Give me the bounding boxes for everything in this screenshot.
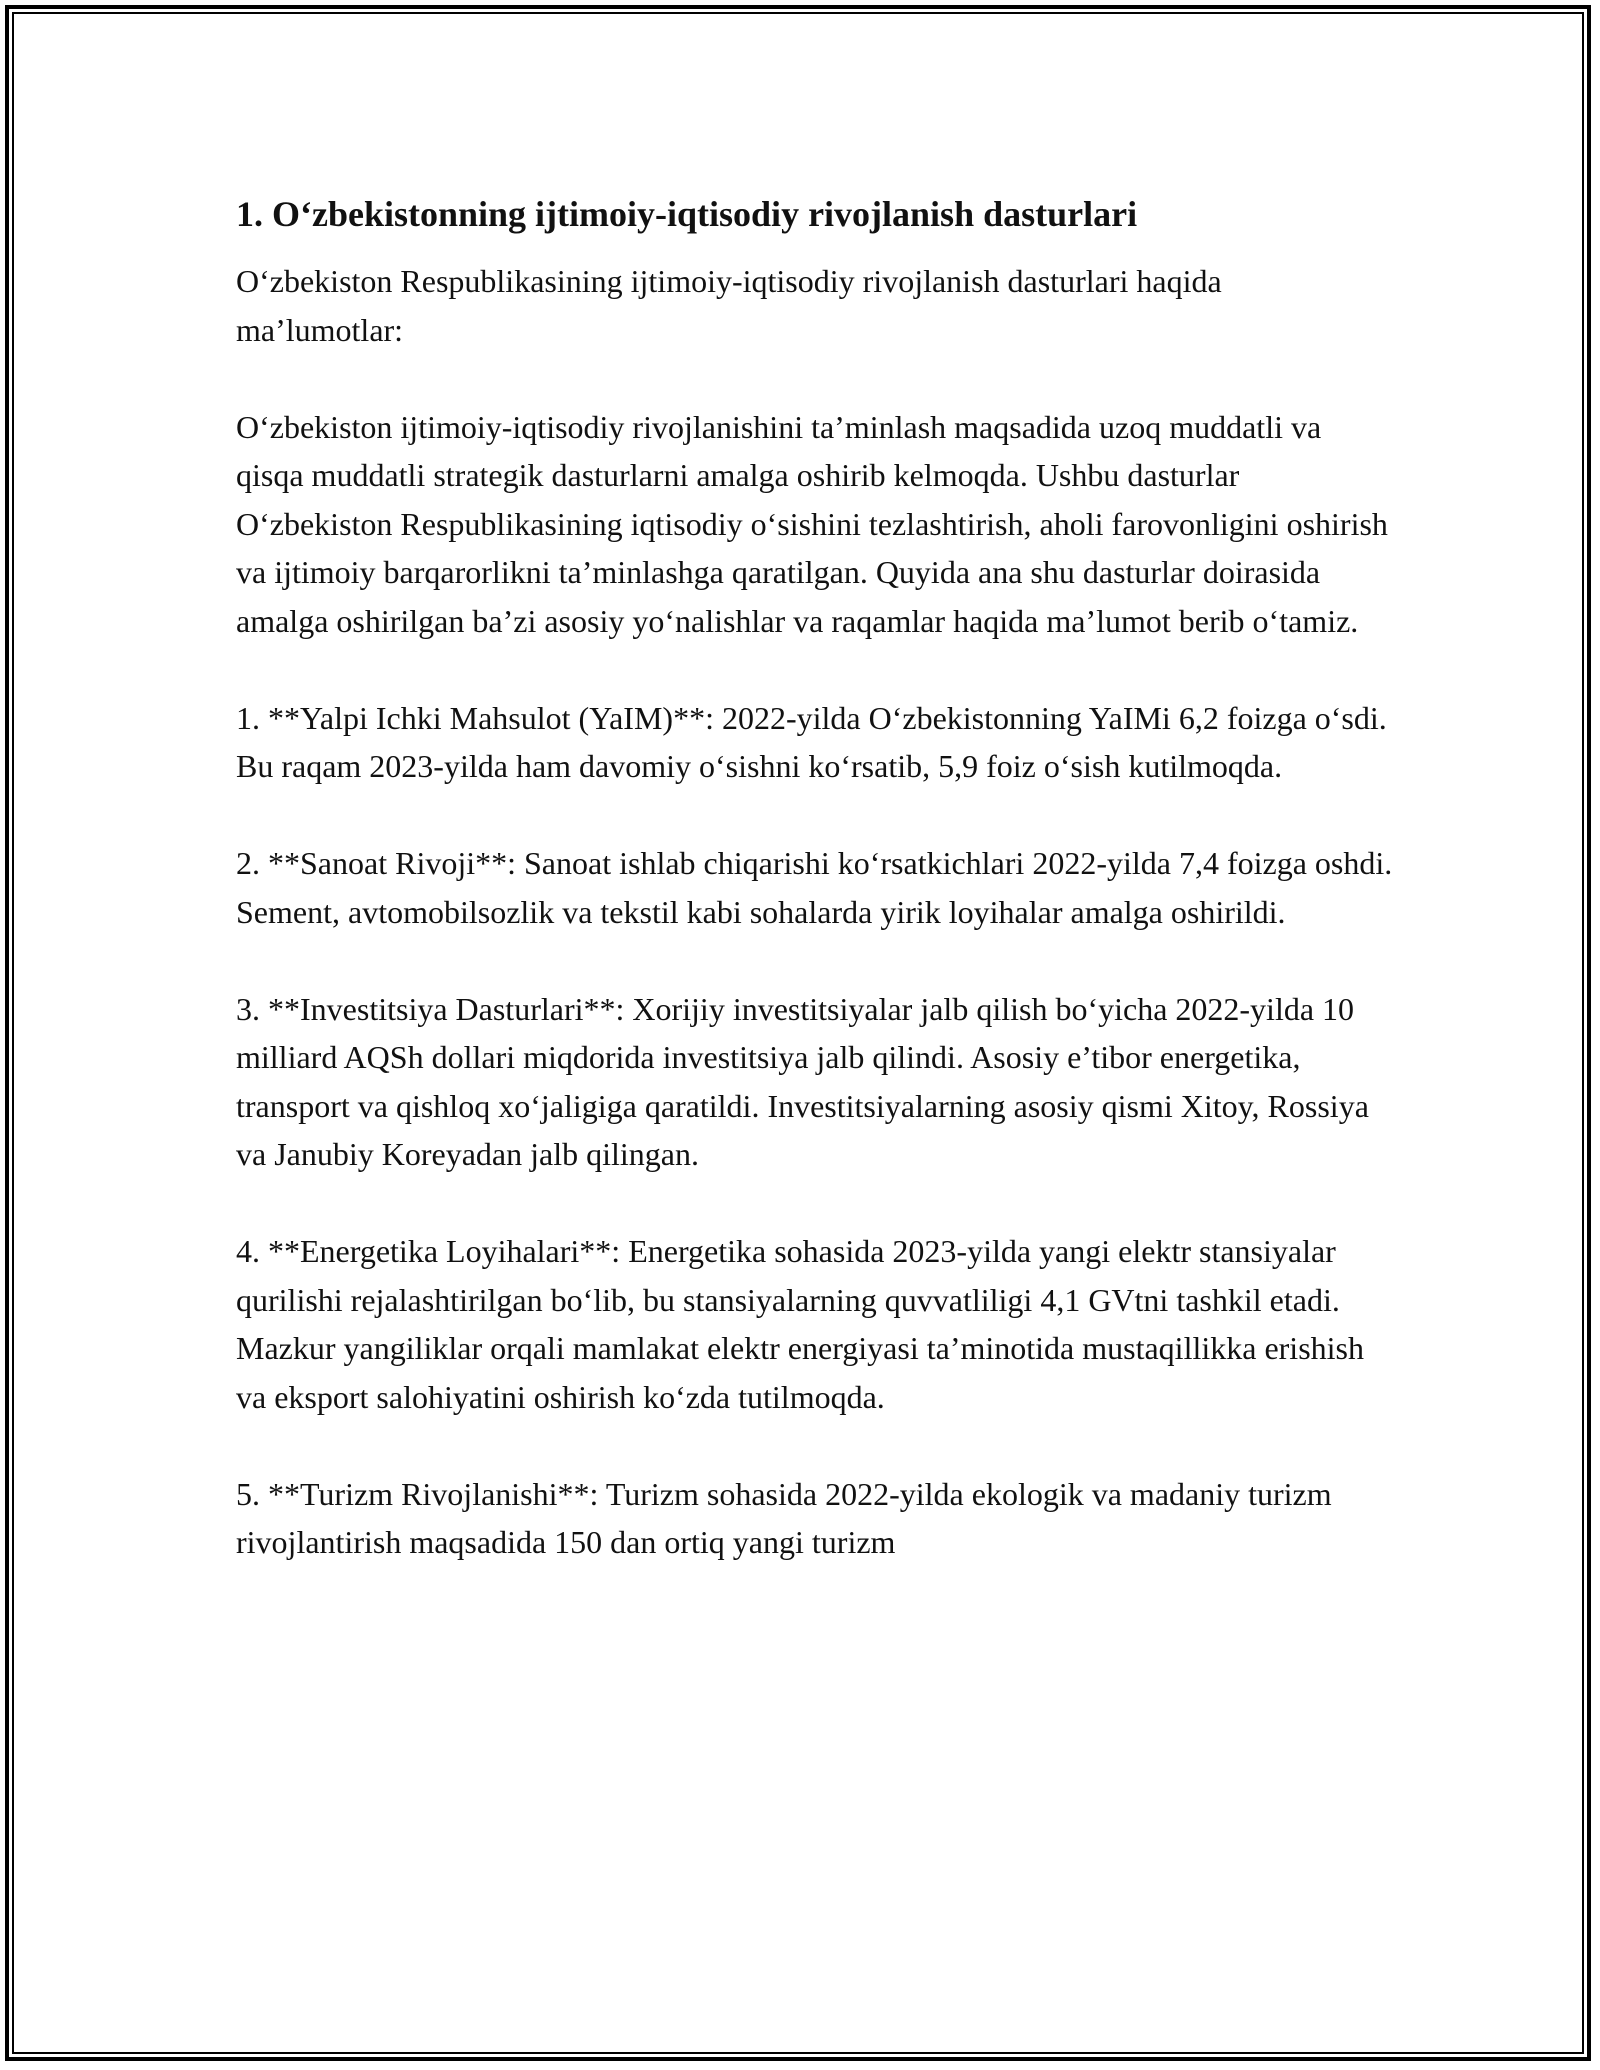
item-industry-paragraph: 2. **Sanoat Rivoji**: Sanoat ishlab chiqarishi ko‘rsatkichlari 2022-yilda 7,4 foizga oshdi. Sement, avtomobilsozlik va tekstil kabi sohalarda yirik loyihalar amalga oshirildi.: [236, 845, 1393, 930]
overview-paragraph: O‘zbekiston ijtimoiy-iqtisodiy rivojlanishini ta’minlash maqsadida uzoq muddatli va qisqa muddatli strategik dasturlarni amalga oshirib kelmoqda. Ushbu dasturlar O‘zbekiston Respublikasining iqtisodiy o‘sishini tezlashtirish, aholi farovonligini oshirish va ijtimoiy barqarorlikni ta’minlashga qaratilgan. Quyida ana shu dasturlar doirasida amalga oshirilgan ba’zi asosiy yo‘nalishlar va raqamlar haqida ma’lumot berib o‘tamiz.: [236, 408, 1388, 639]
item-gdp-paragraph: 1. **Yalpi Ichki Mahsulot (YaIM)**: 2022-yilda O‘zbekistonning YaIMi 6,2 foizga o‘sdi. Bu raqam 2023-yilda ham davomiy o‘sishni ko‘rsatib, 5,9 foiz o‘sish kutilmoqda.: [236, 699, 1387, 784]
item-energy-paragraph: 4. **Energetika Loyihalari**: Energetika sohasida 2023-yilda yangi elektr stansiyalar qurilishi rejalashtirilgan bo‘lib, bu stansiyalarning quvvatliligi 4,1 GVtni tashkil etadi. Mazkur yangiliklar orqali mamlakat elektr energiyasi ta’minotida mustaqillikka erishish va eksport salohiyatini oshirish ko‘zda tutilmoqda.: [236, 1233, 1364, 1415]
item-investment-paragraph: 3. **Investitsiya Dasturlari**: Xorijiy investitsiyalar jalb qilish bo‘yicha 2022-yilda 10 milliard AQSh dollari miqdorida investitsiya jalb qilindi. Asosiy e’tibor energetika, transport va qishloq xo‘jaligiga qaratildi. Investitsiyalarning asosiy qismi Xitoy, Rossiya va Janubiy Koreyadan jalb qilingan.: [236, 990, 1369, 1172]
document-body: [236, 185, 1396, 1567]
intro-paragraph: O‘zbekiston Respublikasining ijtimoiy-iqtisodiy rivojlanish dasturlari haqida ma’lumotlar:: [236, 263, 1222, 348]
section-heading: 1. O‘zbekistonning ijtimoiy-iqtisodiy rivojlanish dasturlari: [236, 194, 1138, 234]
item-tourism-paragraph: 5. **Turizm Rivojlanishi**: Turizm sohasida 2022-yilda ekologik va madaniy turizm rivojlantirish maqsadida 150 dan ortiq yangi turizm: [236, 1475, 1332, 1560]
